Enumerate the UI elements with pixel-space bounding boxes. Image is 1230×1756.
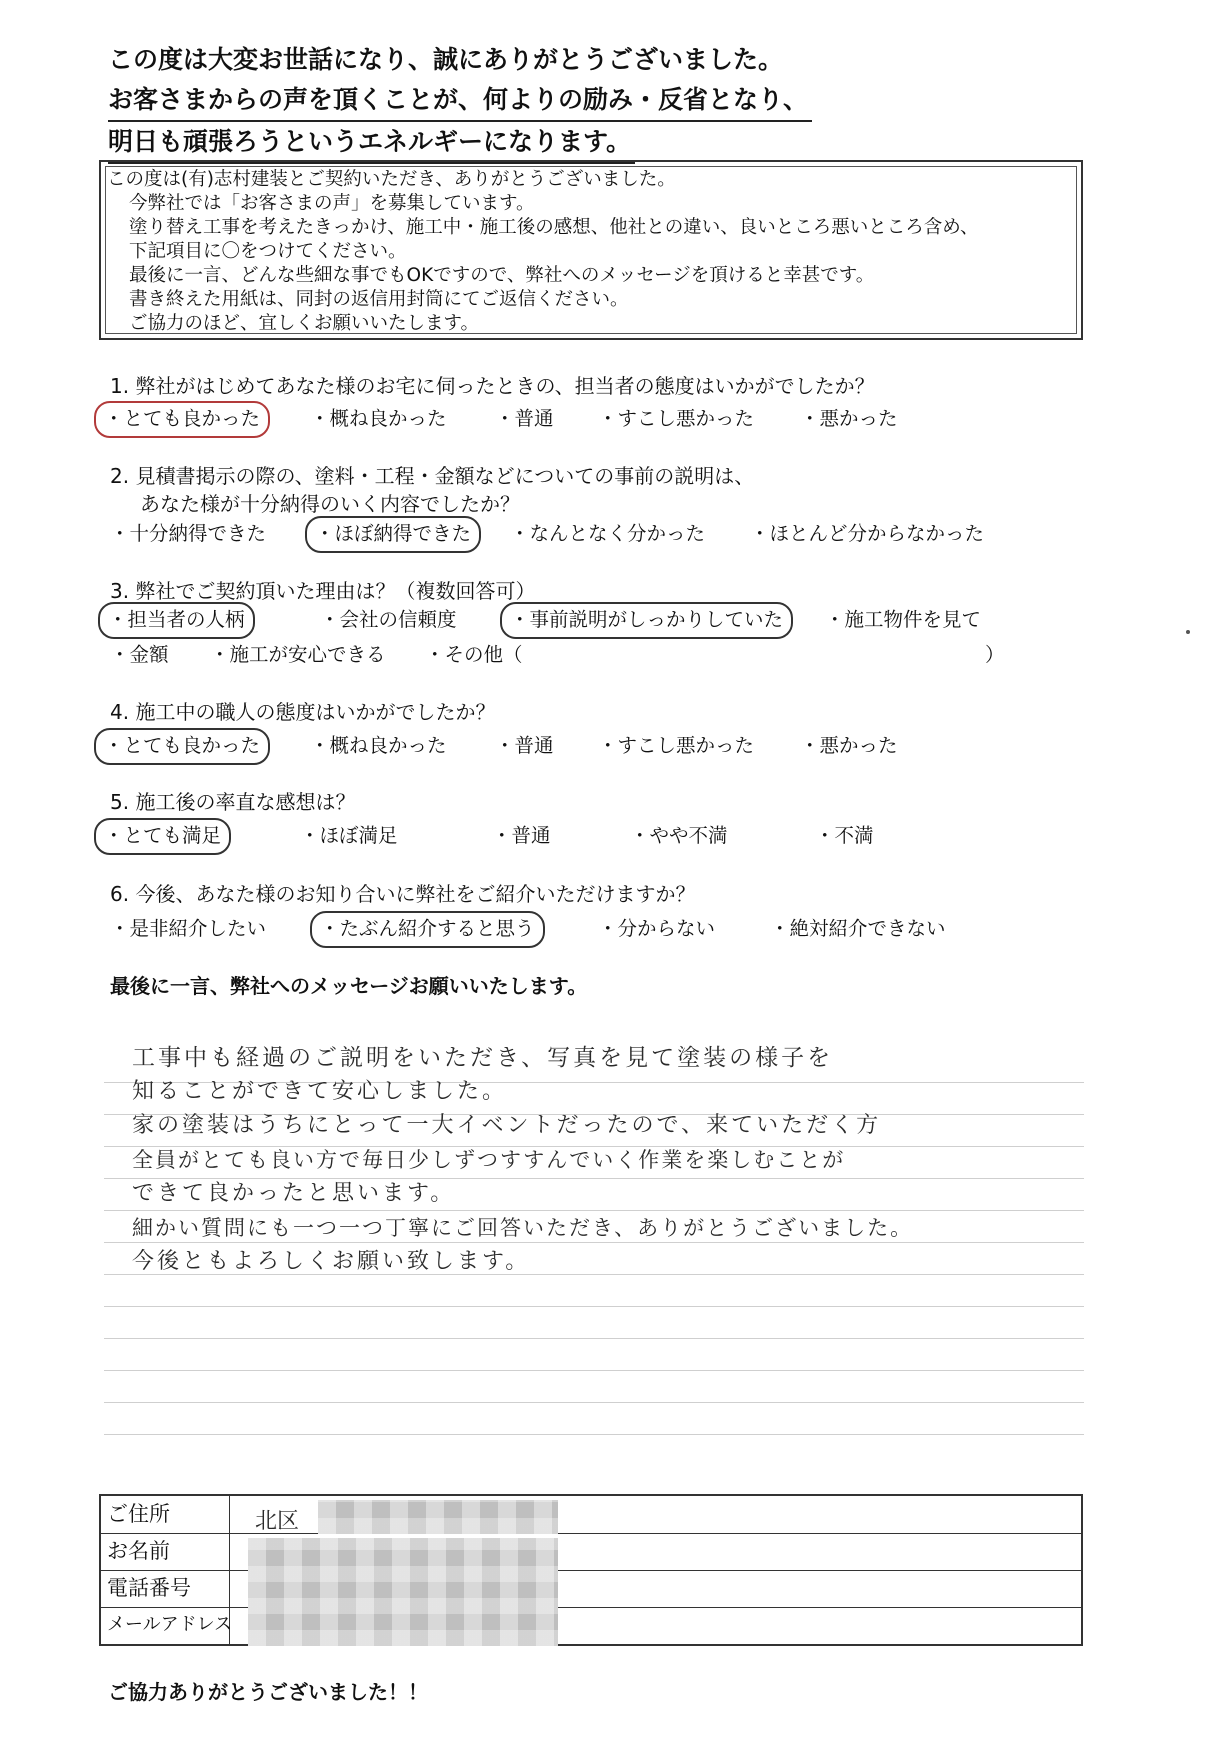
q6-option-never[interactable]: ・絶対紹介できない xyxy=(770,917,946,940)
q5-option-dissatisfied[interactable]: ・不満 xyxy=(815,824,874,847)
q4-option-very-good[interactable]: ・とても良かった xyxy=(104,732,260,760)
q4-option-fairly-good[interactable]: ・概ね良かった xyxy=(310,734,447,757)
header xyxy=(108,40,928,164)
writing-line xyxy=(104,1338,1084,1339)
email-label: メールアドレス xyxy=(107,1614,233,1635)
q5-option-slightly-dissatisfied[interactable]: ・やや不満 xyxy=(630,824,728,847)
header-line-3: 明日も頑張ろうというエネルギーになります。 xyxy=(108,122,635,164)
handwritten-line: できて良かったと思います。 xyxy=(132,1181,456,1206)
q4-option-normal[interactable]: ・普通 xyxy=(495,734,554,757)
q2-option-somewhat[interactable]: ・なんとなく分かった xyxy=(510,522,706,545)
intro-line: この度は(有)志村建装とご契約いただき、ありがとうございました。 xyxy=(107,169,676,190)
intro-line: 最後に一言、どんな些細な事でもOKですので、弊社へのメッセージを頂けると幸甚です。 xyxy=(129,265,875,286)
writing-line xyxy=(104,1402,1084,1403)
q3-other-close-paren: ） xyxy=(985,643,1005,666)
scan-speck xyxy=(1186,630,1190,634)
handwritten-line: 今後ともよろしくお願い致します。 xyxy=(132,1249,531,1274)
handwritten-line: 全員がとても良い方で毎日少しずつすすんでいく作業を楽しむことが xyxy=(132,1148,846,1172)
question-2-line-2: あなた様が十分納得のいく内容でしたか？ xyxy=(140,492,520,516)
redacted-address xyxy=(318,1500,558,1534)
question-2: 2. 見積書掲示の際の、塗料・工程・金額などについての事前の説明は、 xyxy=(110,464,755,488)
q1-option-normal[interactable]: ・普通 xyxy=(495,407,554,430)
handwritten-line: 知ることができて安心しました。 xyxy=(132,1079,508,1104)
q5-option-normal[interactable]: ・普通 xyxy=(492,824,551,847)
contact-table xyxy=(99,1494,1083,1646)
q6-option-probably[interactable]: ・たぶん紹介すると思う xyxy=(320,915,535,943)
question-4: 4. 施工中の職人の態度はいかがでしたか？ xyxy=(110,700,496,724)
intro-box xyxy=(99,160,1083,340)
q4-option-slightly-bad[interactable]: ・すこし悪かった xyxy=(598,734,755,757)
q3-option-reassurance[interactable]: ・施工が安心できる xyxy=(210,643,386,666)
q6-option-not-sure[interactable]: ・分からない xyxy=(598,917,716,940)
address-handwritten: 北区 xyxy=(255,1509,300,1534)
writing-line xyxy=(104,1210,1084,1211)
handwritten-line: 工事中も経過のご説明をいただき、写真を見て塗装の様子を xyxy=(132,1045,834,1071)
q4-option-bad[interactable]: ・悪かった xyxy=(800,734,898,757)
q1-option-fairly-good[interactable]: ・概ね良かった xyxy=(310,407,447,430)
handwritten-line: 細かい質問にも一つ一つ丁寧にご回答いただき、ありがとうございました。 xyxy=(132,1216,914,1240)
intro-line: 今弊社では「お客さまの声」を募集しています。 xyxy=(129,193,535,214)
intro-line: ご協力のほど、宜しくお願いいたします。 xyxy=(129,313,480,334)
redacted-personal-info xyxy=(248,1538,558,1646)
thanks-message: ご協力ありがとうございました！！ xyxy=(108,1680,428,1704)
q6-option-definitely[interactable]: ・是非紹介したい xyxy=(110,917,267,940)
writing-line xyxy=(104,1370,1084,1371)
q1-option-bad[interactable]: ・悪かった xyxy=(800,407,898,430)
phone-label: 電話番号 xyxy=(107,1576,191,1600)
question-5: 5. 施工後の率直な感想は？ xyxy=(110,790,356,814)
question-6: 6. 今後、あなた様のお知り合いに弊社をご紹介いただけますか？ xyxy=(110,882,696,906)
q3-option-other[interactable]: ・その他（ xyxy=(425,643,523,666)
intro-line: 下記項目に〇をつけてください。 xyxy=(129,241,407,262)
q5-option-mostly-satisfied[interactable]: ・ほぼ満足 xyxy=(300,824,398,847)
address-row xyxy=(101,1496,1081,1534)
question-1: 1. 弊社がはじめてあなた様のお宅に伺ったときの、担当者の態度はいかがでしたか？ xyxy=(110,374,875,398)
writing-line xyxy=(104,1306,1084,1307)
q2-option-fully[interactable]: ・十分納得できた xyxy=(110,522,267,545)
q5-option-very-satisfied[interactable]: ・とても満足 xyxy=(104,822,221,850)
q1-option-slightly-bad[interactable]: ・すこし悪かった xyxy=(598,407,755,430)
q3-option-personality[interactable]: ・担当者の人柄 xyxy=(108,606,245,634)
intro-line: 書き終えた用紙は、同封の返信用封筒にてご返信ください。 xyxy=(129,289,629,310)
name-label: お名前 xyxy=(107,1539,170,1563)
q1-option-very-good[interactable]: ・とても良かった xyxy=(104,405,260,433)
q3-option-price[interactable]: ・金額 xyxy=(110,643,169,666)
header-line-1: この度は大変お世話になり、誠にありがとうございました。 xyxy=(108,45,784,74)
address-label: ご住所 xyxy=(107,1502,170,1526)
q3-option-explanation[interactable]: ・事前説明がしっかりしていた xyxy=(510,606,783,634)
writing-line xyxy=(104,1434,1084,1435)
question-3: 3. 弊社でご契約頂いた理由は？（複数回答可） xyxy=(110,579,536,603)
message-title: 最後に一言、弊社へのメッセージお願いいたします。 xyxy=(110,974,588,998)
header-line-2: お客さまからの声を頂くことが、何よりの励み・反省となり、 xyxy=(108,80,812,122)
q2-option-hardly[interactable]: ・ほとんど分からなかった xyxy=(750,522,985,545)
handwritten-line: 家の塗装はうちにとって一大イベントだったので、来ていただく方 xyxy=(132,1113,882,1138)
intro-line: 塗り替え工事を考えたきっかけ、施工中・施工後の感想、他社との違い、良いところ悪いところ含め、 xyxy=(129,217,979,238)
q3-option-properties[interactable]: ・施工物件を見て xyxy=(825,608,982,631)
q3-option-trust[interactable]: ・会社の信頼度 xyxy=(320,608,457,631)
q2-option-mostly[interactable]: ・ほぼ納得できた xyxy=(315,520,471,548)
